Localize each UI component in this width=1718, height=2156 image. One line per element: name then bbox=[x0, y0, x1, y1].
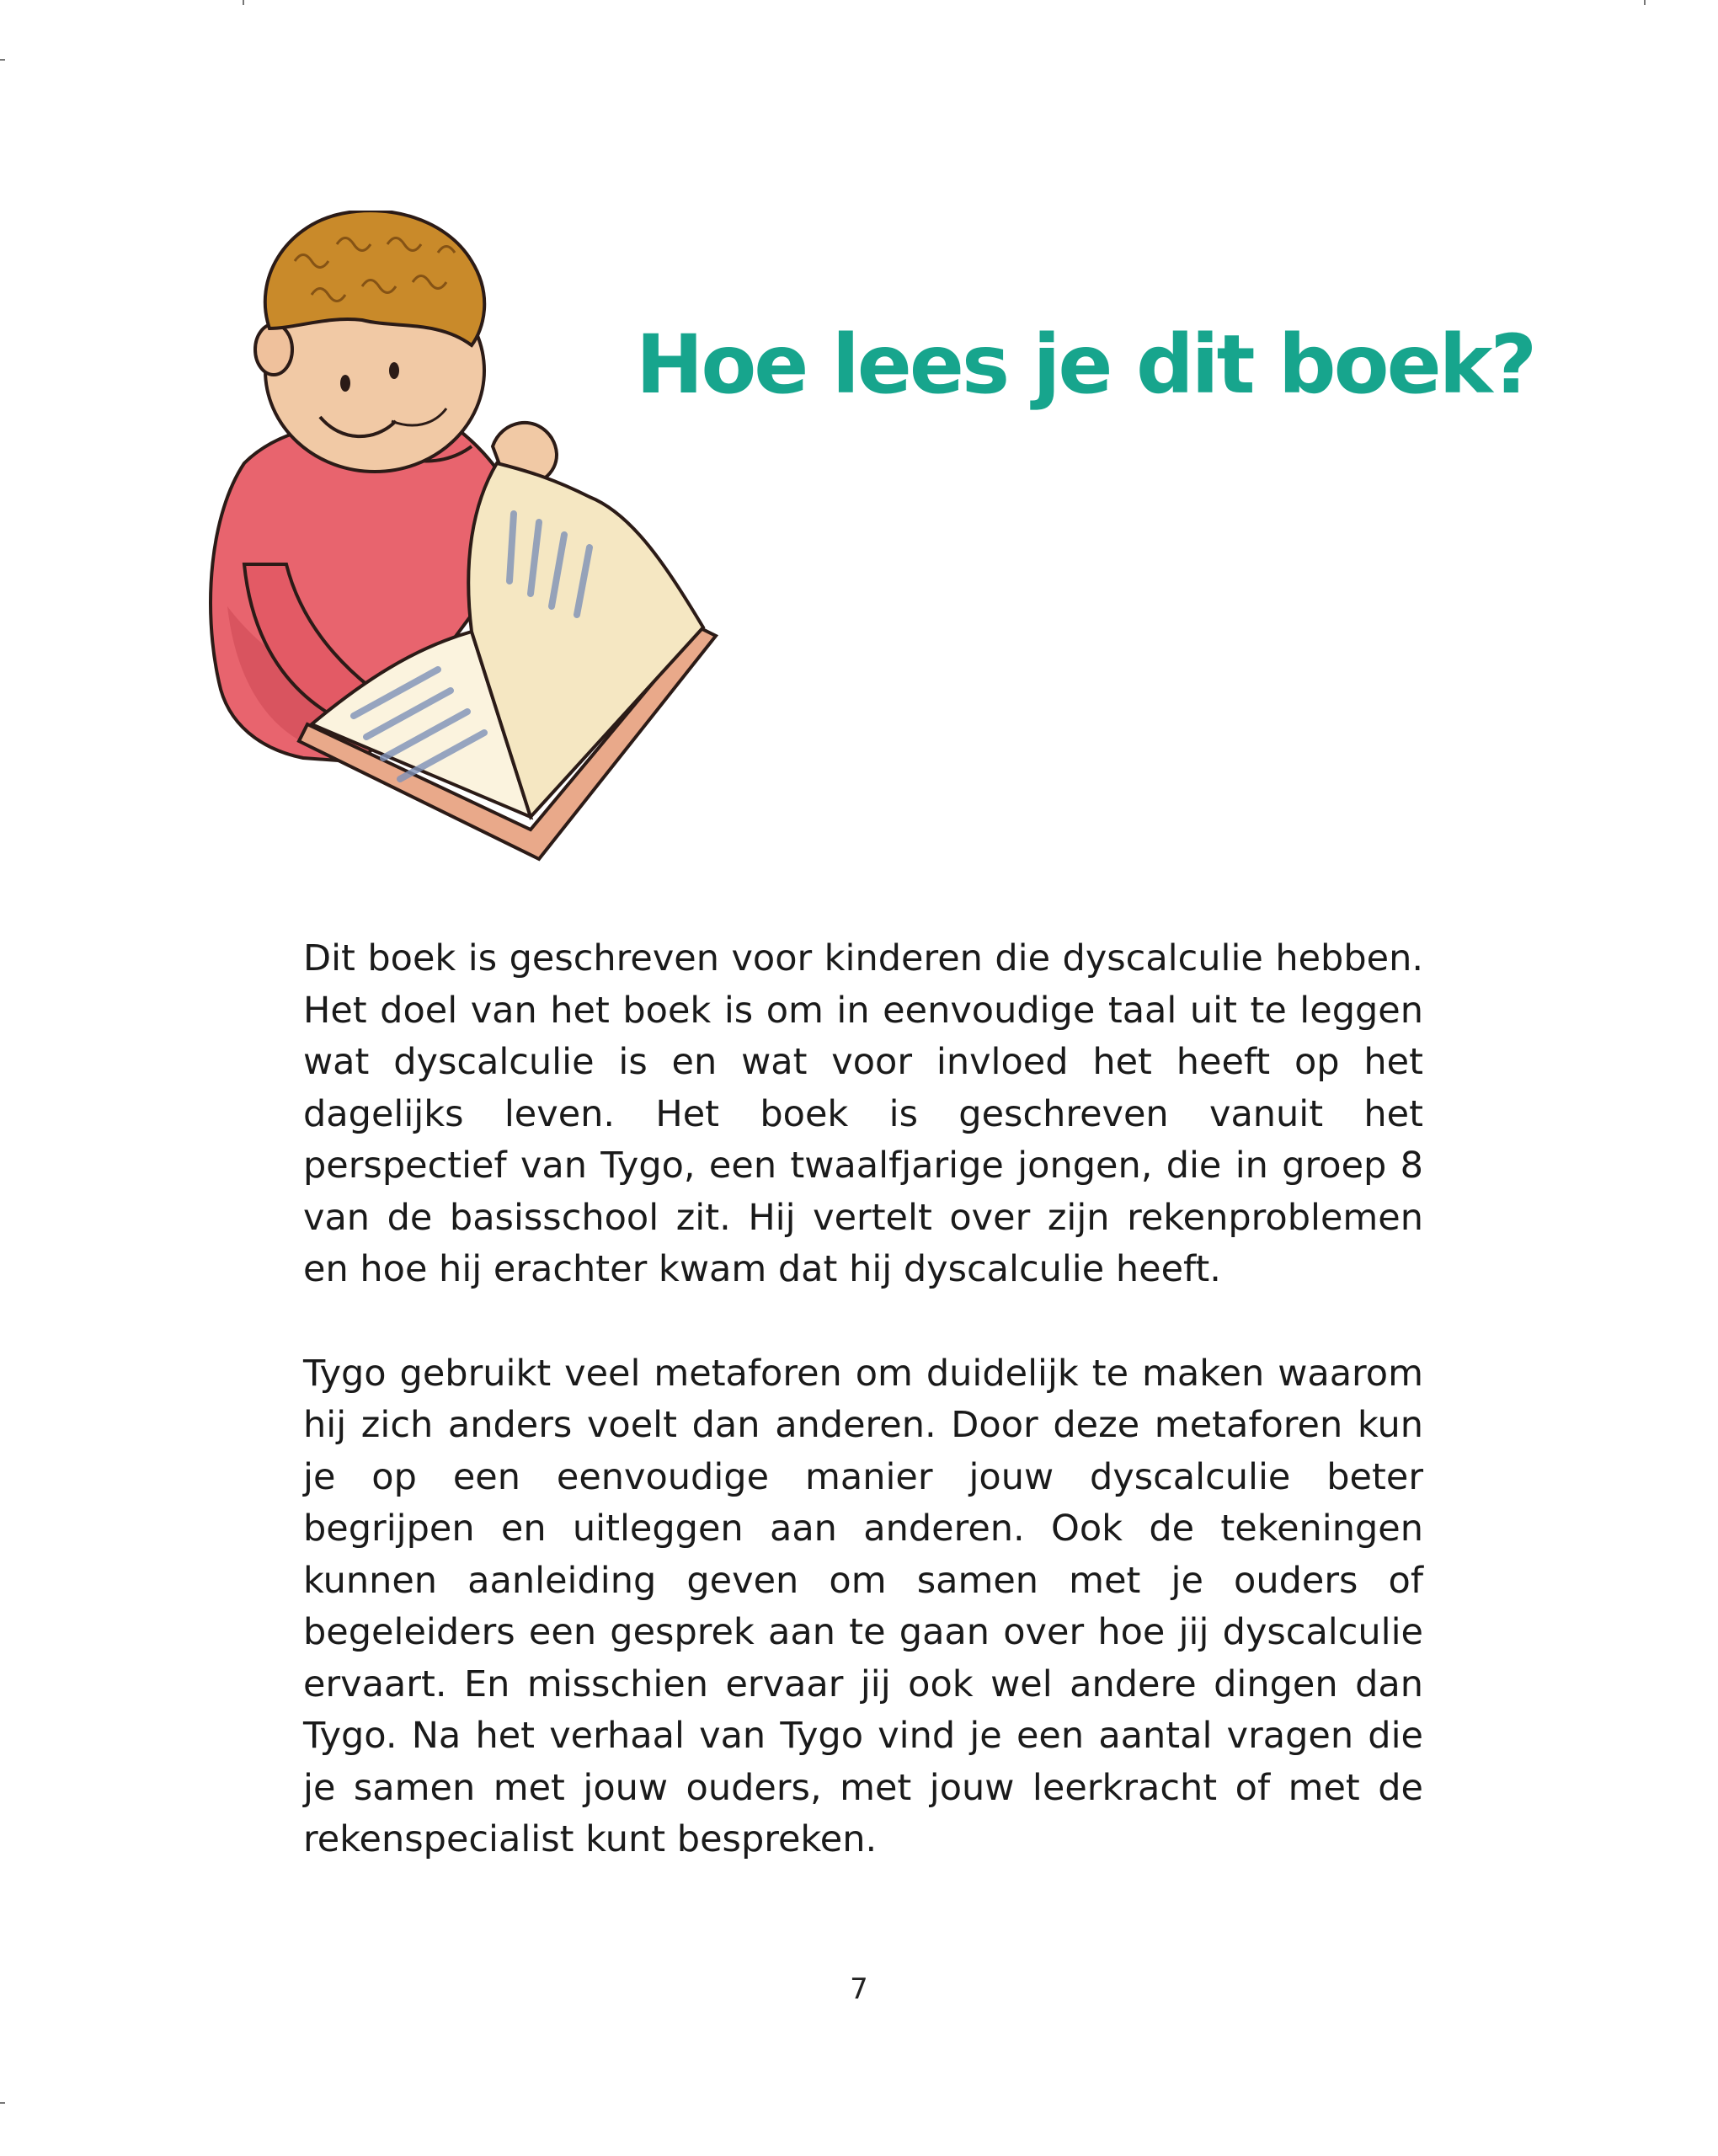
crop-mark-top-right bbox=[1644, 0, 1646, 5]
right-eye bbox=[389, 362, 399, 379]
left-eye bbox=[340, 375, 350, 392]
page-title: Hoe lees je dit boek? bbox=[636, 318, 1535, 412]
ear bbox=[255, 324, 292, 375]
crop-mark-left-bottom bbox=[0, 2102, 5, 2104]
paragraph-metaphors: Tygo gebruikt veel metaforen om duidelijk te maken waarom hij zich anders voelt dan anderen. Door deze metaforen kun je op een eenvoudige manier jouw dyscalculie beter begrijpen en uitleggen aan anderen. Ook de tekeningen kunnen aanleiding geven om samen met je ouders of begeleiders een gesprek aan te gaan over hoe jij dyscalculie ervaart. En misschien ervaar jij ook wel andere dingen dan Tygo. Na het verhaal van Tygo vind je een aantal vragen die je samen met jouw ouders, met jouw leerkracht of met de rekenspecialist kunt bespreken. bbox=[303, 1352, 1423, 1860]
crop-mark-left-top bbox=[0, 59, 5, 61]
paragraph-intro: Dit boek is geschreven voor kinderen die dyscalculie hebben. Het doel van het boek is om in eenvoudige taal uit te leggen wat dyscalculie is en wat voor invloed het heeft op het dagelijks leven. Het boek is geschreven vanuit het perspectief van Tygo, een twaalfjarige jongen, die in groep 8 van de basisschool zit. Hij vertelt over zijn rekenproblemen en hoe hij erachter kwam dat hij dyscalculie heeft. bbox=[303, 937, 1423, 1290]
crop-mark-top-left bbox=[243, 0, 244, 5]
page-number: 7 bbox=[850, 1972, 868, 2006]
boy-reading-book-illustration bbox=[194, 211, 867, 884]
body-text bbox=[303, 933, 1423, 1919]
